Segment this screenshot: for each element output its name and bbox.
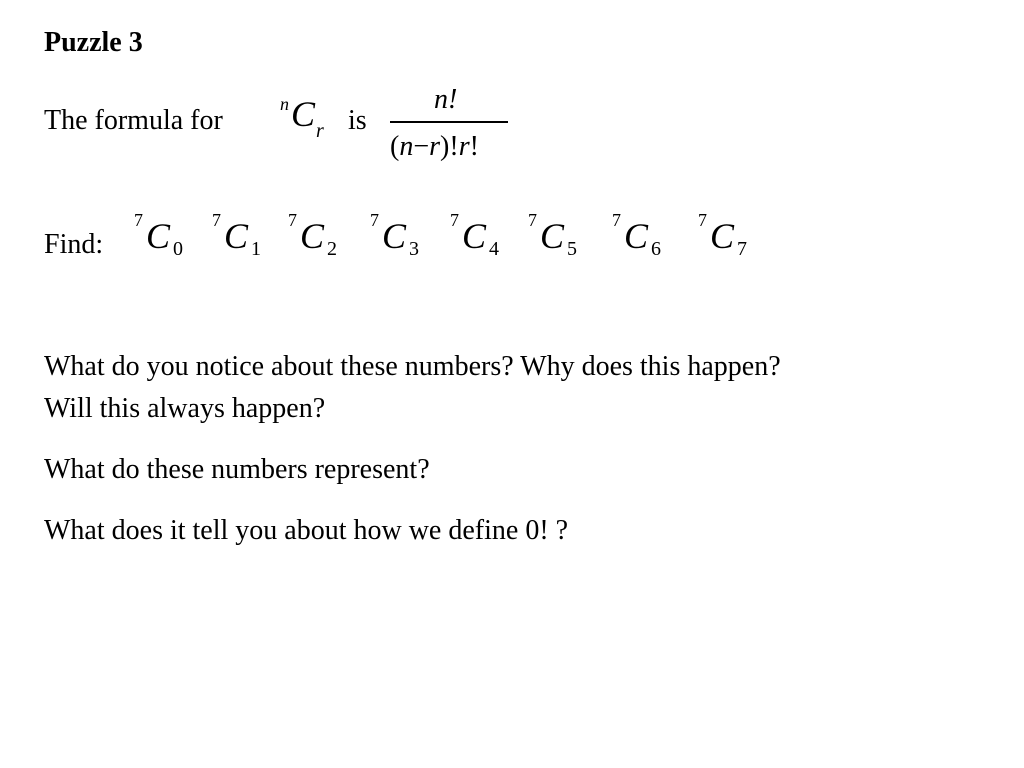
formula-prefix: The formula for [44, 105, 223, 136]
combination-letter: C [462, 216, 487, 256]
ncr-symbol [278, 92, 338, 152]
combination-r: 5 [567, 238, 577, 260]
combination-7c5 [528, 210, 602, 270]
combination-r: 4 [489, 238, 499, 260]
combination-7c0 [134, 210, 208, 270]
combination-7c7 [698, 210, 772, 270]
combination-n: 7 [212, 210, 221, 230]
combination-r: 3 [409, 238, 419, 260]
combination-7c6 [612, 210, 686, 270]
den-open: ( [390, 131, 400, 162]
combination-r: 7 [737, 238, 747, 260]
question-notice: What do you notice about these numbers? Why does this happen? [44, 351, 781, 382]
combination-n: 7 [612, 210, 621, 230]
numerator-text: n! [434, 84, 458, 115]
combination-letter: C [300, 216, 325, 256]
combination-letter: C [540, 216, 565, 256]
den-bang: ! [469, 131, 479, 162]
combination-7c4 [450, 210, 524, 270]
combination-r: 0 [173, 238, 183, 260]
find-label: Find: [44, 229, 104, 260]
ncr-superscript: n [280, 94, 289, 114]
fraction-denominator [390, 131, 479, 163]
combination-7c2 [288, 210, 362, 270]
combination-7c1 [212, 210, 286, 270]
fraction-bar [390, 121, 508, 123]
combination-r: 6 [651, 238, 661, 260]
combination-letter: C [382, 216, 407, 256]
den-close: )! [440, 131, 459, 162]
combination-letter: C [710, 216, 735, 256]
question-represent: What do these numbers represent? [44, 454, 430, 485]
fraction-numerator [434, 84, 457, 116]
combination-n: 7 [134, 210, 143, 230]
ncr-letter: C [291, 94, 316, 134]
den-r: r [429, 131, 441, 162]
combination-n: 7 [450, 210, 459, 230]
combination-letter: C [146, 216, 171, 256]
combination-r: 1 [251, 238, 261, 260]
den-r2: r [458, 131, 470, 162]
combination-7c3 [370, 210, 444, 270]
question-zero-factorial: What does it tell you about how we define 0! ? [44, 515, 569, 546]
formula-fraction [388, 84, 512, 168]
ncr-subscript: r [316, 120, 324, 142]
den-minus: − [413, 131, 430, 162]
combination-n: 7 [370, 210, 379, 230]
den-n: n [399, 131, 414, 162]
combination-n: 7 [698, 210, 707, 230]
combination-n: 7 [288, 210, 297, 230]
combination-letter: C [224, 216, 249, 256]
combination-r: 2 [327, 238, 337, 260]
formula-connector: is [348, 105, 367, 136]
slide-title: Puzzle 3 [44, 27, 143, 58]
question-always: Will this always happen? [44, 393, 326, 424]
combination-n: 7 [528, 210, 537, 230]
combination-letter: C [624, 216, 649, 256]
